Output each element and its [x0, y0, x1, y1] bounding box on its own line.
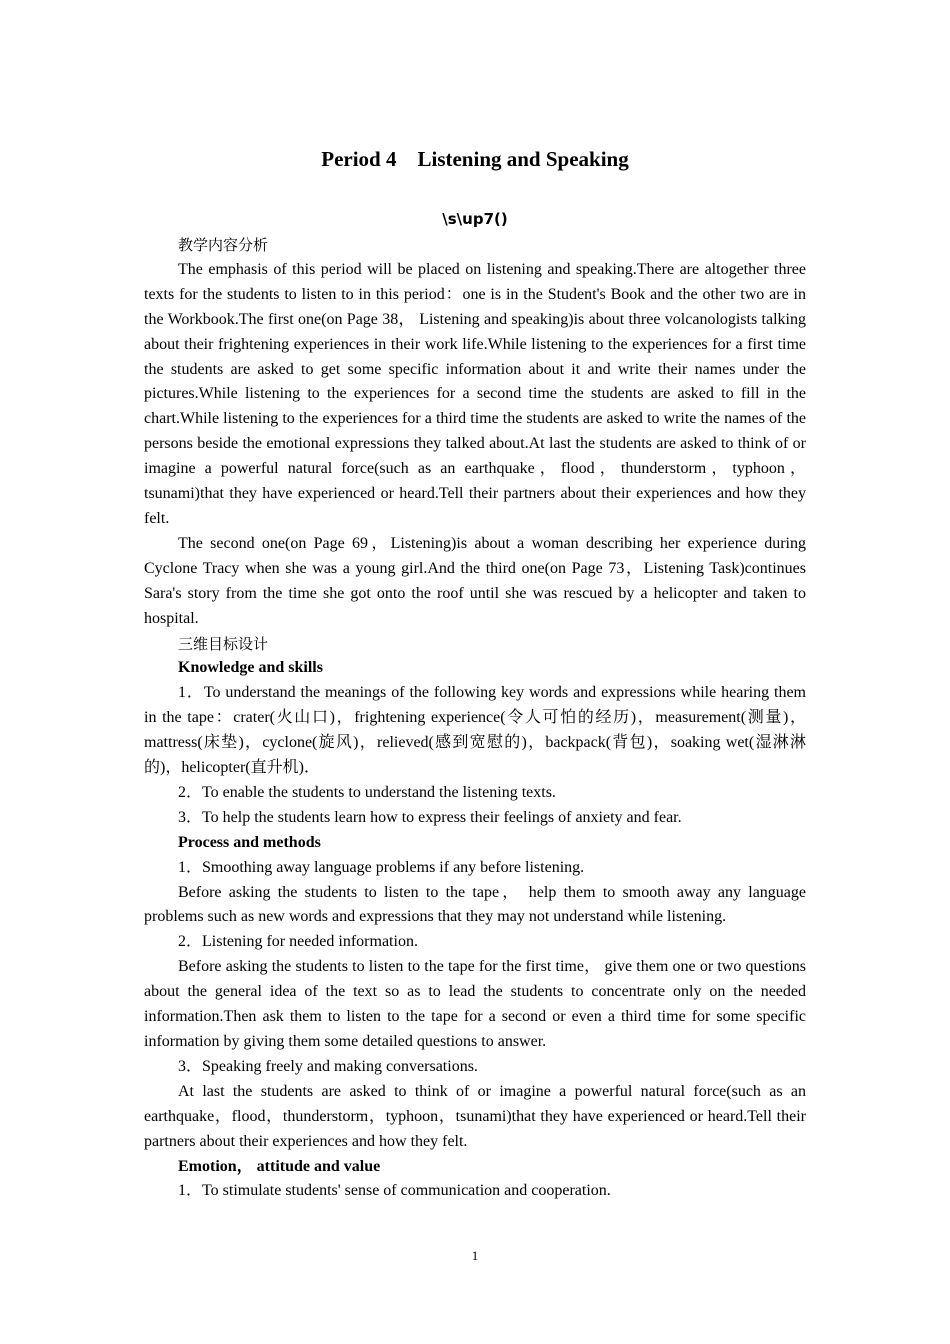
section-heading-objectives: 三维目标设计: [178, 634, 269, 653]
list-item: 3．To help the students learn how to express their feelings of anxiety and fear.: [178, 808, 682, 826]
paragraph: Before asking the students to listen to the tape for the first time， give them one or two questions about the general idea of the text so as to lead the students to concentrate only on the needed information.Then ask them to listen to the tape for a second or even a third time for some specific information by giving them some detailed questions to answer.: [144, 958, 806, 1050]
document-body: [144, 233, 806, 1204]
list-item: 2．To enable the students to understand the listening texts.: [178, 783, 556, 801]
list-item: 1．Smoothing away language problems if any before listening.: [178, 858, 585, 876]
subheading-process-methods: Process and methods: [178, 833, 321, 851]
list-item: 1．To understand the meanings of the following key words and expressions while hearing them in the tape：crater(火山口)，frightening experience(令人可怕的经历)，measurement(测量)，mattress(床垫)，cyclone(旋风)，relieved(感到宽慰的)，backpack(背包)，soaking wet(湿淋淋的)，helicopter(直升机)．: [144, 684, 806, 777]
list-item: 3．Speaking freely and making conversations.: [178, 1057, 478, 1075]
subheading-emotion-attitude-value: Emotion， attitude and value: [178, 1157, 381, 1175]
subheading-knowledge-skills: Knowledge and skills: [178, 659, 323, 677]
page-title: Period 4 Listening and Speaking: [321, 147, 629, 171]
page-number: 1: [471, 1248, 479, 1263]
section-heading-content-analysis: 教学内容分析: [178, 236, 269, 254]
paragraph: Before asking the students to listen to the tape， help them to smooth away any language problems such as new words and expressions that they may not understand while listening.: [144, 883, 806, 926]
paragraph: The second one(on Page 69，Listening)is about a woman describing her experience during Cyclone Tracy when she was a young girl.And the third one(on Page 73，Listening Task)continues Sara's story from the time she got onto the roof until she was rescued by a helicopter and taken to hospital.: [144, 534, 806, 627]
list-item: 2．Listening for needed information.: [178, 933, 418, 951]
field-code-text: \s\up7(): [442, 210, 508, 228]
list-item: 1．To stimulate students' sense of communication and cooperation.: [178, 1182, 611, 1200]
paragraph: The emphasis of this period will be placed on listening and speaking.There are altogether three texts for the students to listen to in this period：one is in the Student's Book and the other two are in the Workbook.The first one(on Page 38， Listening and speaking)is about three volcanologists talking about their frightening experiences in their work life.While listening to the experiences for a first time the students are asked to get some specific information about it and write their names under the pictures.While listening to the experiences for a second time the students are asked to fill in the chart.While listening to the experiences for a third time the students are asked to write the names of the persons beside the emotional expressions they talked about.At last the students are asked to think of or imagine a powerful natural force(such as an earthquake，flood，thunderstorm，typhoon，tsunami)that they have experienced or heard.Tell their partners about their experiences and how they felt.: [144, 260, 806, 527]
paragraph: At last the students are asked to think of or imagine a powerful natural force(such as an earthquake，flood，thunderstorm，typhoon，tsunami)that they have experienced or heard.Tell their partners about their experiences and how they felt.: [144, 1082, 806, 1150]
